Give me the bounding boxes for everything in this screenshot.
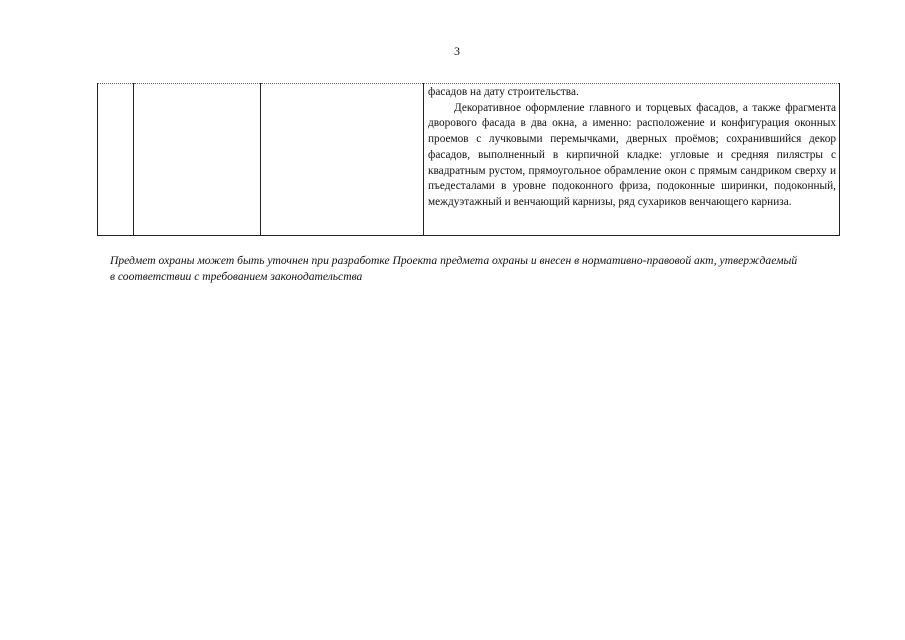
table-row [98,84,840,236]
table-cell-name [134,84,261,236]
protection-subject-text [424,84,839,235]
protection-subject-paragraph-2: Декоративное оформление главного и торцевых фасадов, а также фрагмента дворового фасада в два окна, а именно: расположение и конфигурация оконных проемов с лучковыми перемычками, дверных проёмов; сохранившийся декор фасадов, выполненный в кирпичной кладке: угловые и средняя пилястры с квадратным рустом, прямоугольное обрамление окон с прямым сандриком сверху и пъедесталами в уровне подоконного фриза, подоконные ширинки, подоконный, междуэтажный и венчающий карнизы, ряд сухариков венчающего карниза. [428,101,836,208]
table-cell-protection-subject [424,84,840,236]
footnote: Предмет охраны может быть уточнен при разработке Проекта предмета охраны и внесен в нормативно-правовой акт, утверждаемый в соответствии с требованием законодательства [110,254,798,283]
table-cell-number [98,84,134,236]
page-number: 3 [454,44,460,58]
protection-subject-paragraph-1: фасадов на дату строительства. [428,86,579,98]
heritage-protection-table [97,83,840,236]
table-cell-location [261,84,424,236]
